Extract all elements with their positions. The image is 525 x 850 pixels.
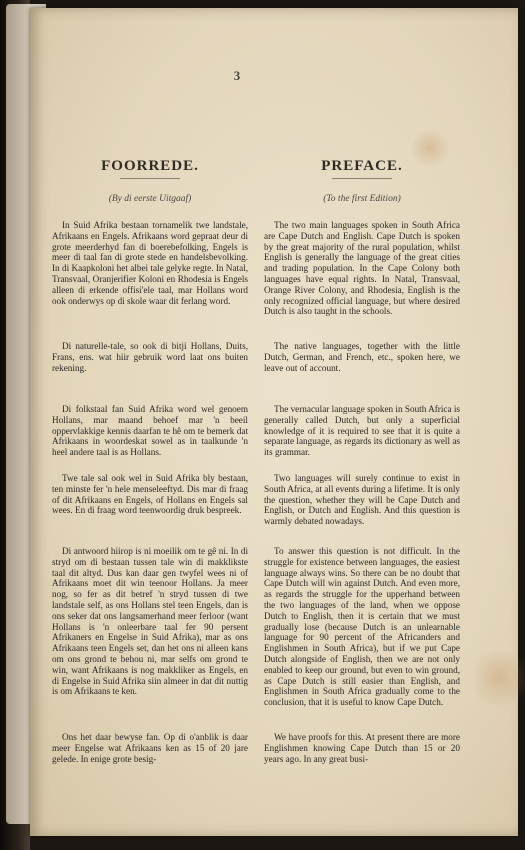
right-paragraph: The vernacular language spoken in South Africa is generally called Dutch, but only a superficial knowledge of it is required to see that it is quite a separate language, as regards its dictionary as well as its grammar. xyxy=(264,404,460,458)
left-paragraph: In Suid Afrika bestaan tornamelik twe landstale, Afrikaans en Engels. Afrikaans word gepraat deur di grote meerderhyd fan di boerebefolking, Engels is meer di taal fan di grote stede en handelsbevolking. In di Kaapkoloni het albei tale gelyke regte. In Natal, Transvaal, Oranjerifier Koloni en Rhodesia is Engels alleen di erkende offisi'ele taal, mar Hollans word ook onderwys op di skole waar dit ferlang word. xyxy=(52,220,248,306)
right-paragraph: To answer this question is not difficult. In the struggle for existence between languages, the easiest language always wins. So there can be no doubt that Cape Dutch will win against Dutch. And even more, as regards the struggle for the upperhand between the two languages of the land, when we oppose Dutch to English, then it is certain that we must gradually lose (because Dutch is an unlearnable language for 90 percent of the Africanders and Englishmen in South Africa), but if we put Cape Dutch alongside of English, then we are not only enabled to keep our ground, but even to win ground, as Cape Dutch is still easier than English, and Englishmen in South Africa gradually come to the conclusion, that it is useful to know Cape Dutch. xyxy=(264,546,460,708)
right-column-heading: PREFACE. xyxy=(321,158,403,174)
paper-stain xyxy=(470,648,525,708)
left-paragraph: Di naturelle-tale, so ook di bitji Hollans, Duits, Frans, ens. wat hiir gebruik word laat ons buiten rekening. xyxy=(52,341,248,373)
right-paragraph: The native languages, together with the little Dutch, German, and French, etc., spoken here, we leave out of account. xyxy=(264,341,460,373)
left-paragraph: Twe tale sal ook wel in Suid Afrika bly bestaan, ten minste fer 'n hele menseleeftyd. Dis mar di fraag of dit Afrikaans en Engels, of Hollans en Engels sal wees. En di fraag word teenwoordig druk bespreek. xyxy=(52,473,248,516)
right-column-subtitle: (To the first Edition) xyxy=(323,194,401,204)
heading-rule xyxy=(332,178,392,179)
left-paragraph: Ons het daar bewyse fan. Op di o'anblik is daar meer Engelse wat Afrikaans ken as 15 of 20 jare gelede. In enige grote besig- xyxy=(52,732,248,764)
left-column-heading: FOORREDE. xyxy=(101,158,199,174)
left-paragraph: Di folkstaal fan Suid Afrika word wel genoem Hollans, mar maand behoef mar 'n beeil oppervlakkige kennis daarfan te hê om te bemerk dat Afrikaans in woordeskat sowel as in taalkunde 'n heel andere taal is as Hollans. xyxy=(52,404,248,458)
right-paragraph: Two languages will surely continue to exist in South Africa, at all events during a lifetime. It is only the question, whether they will be Cape Dutch and English, or Dutch and English. And this question is warmly debated nowadays. xyxy=(264,473,460,527)
heading-rule xyxy=(120,178,180,179)
book-page xyxy=(30,8,518,836)
page-number: 3 xyxy=(233,68,241,83)
right-paragraph: We have proofs for this. At present there are more Englishmen knowing Cape Dutch than 15 or 20 years ago. In any great busi- xyxy=(264,732,460,764)
right-paragraph: The two main languages spoken in South Africa are Cape Dutch and English. Cape Dutch is spoken by the great majority of the rural population, whilst English is generally the language of the great cities and trading population. In the Cape Colony both languages have equal rights. In Natal, Transvaal, Orange River Colony, and Rhodesia, English is the only recognized official language, but where desired Dutch is also taught in the schools. xyxy=(264,220,460,317)
left-paragraph: Di antwoord hiirop is ni moeilik om te gê ni. In di stryd om di bestaan tussen tale win di makklikste taal dit altyd. Dus kan daar gen twyfel wees ni of Afrikaans moet dit win teenoor Hollans. Ja meer nog, so fer as dit betref 'n stryd tussen di twe landstale self, as ons Hollans stel teen Engels, dan is ons seker dat ons langsamerhand meer ferloor (want Hollans is 'n onleerbare taal fer 90 persent Afrikaners en Engelse in Suid Afrika), mar as ons Afrikaans teen Engels set, dan het ons ni alleen kans om ons grond te behou ni, mar selfs om grond te win, want Afrikaans is nog makkliker as Engels, en di Engelse in Suid Afrika siin almeer in dat dit nuttig is om Afrikaans te ken. xyxy=(52,546,248,697)
left-column-subtitle: (By di eerste Uitgaaf) xyxy=(108,194,192,204)
